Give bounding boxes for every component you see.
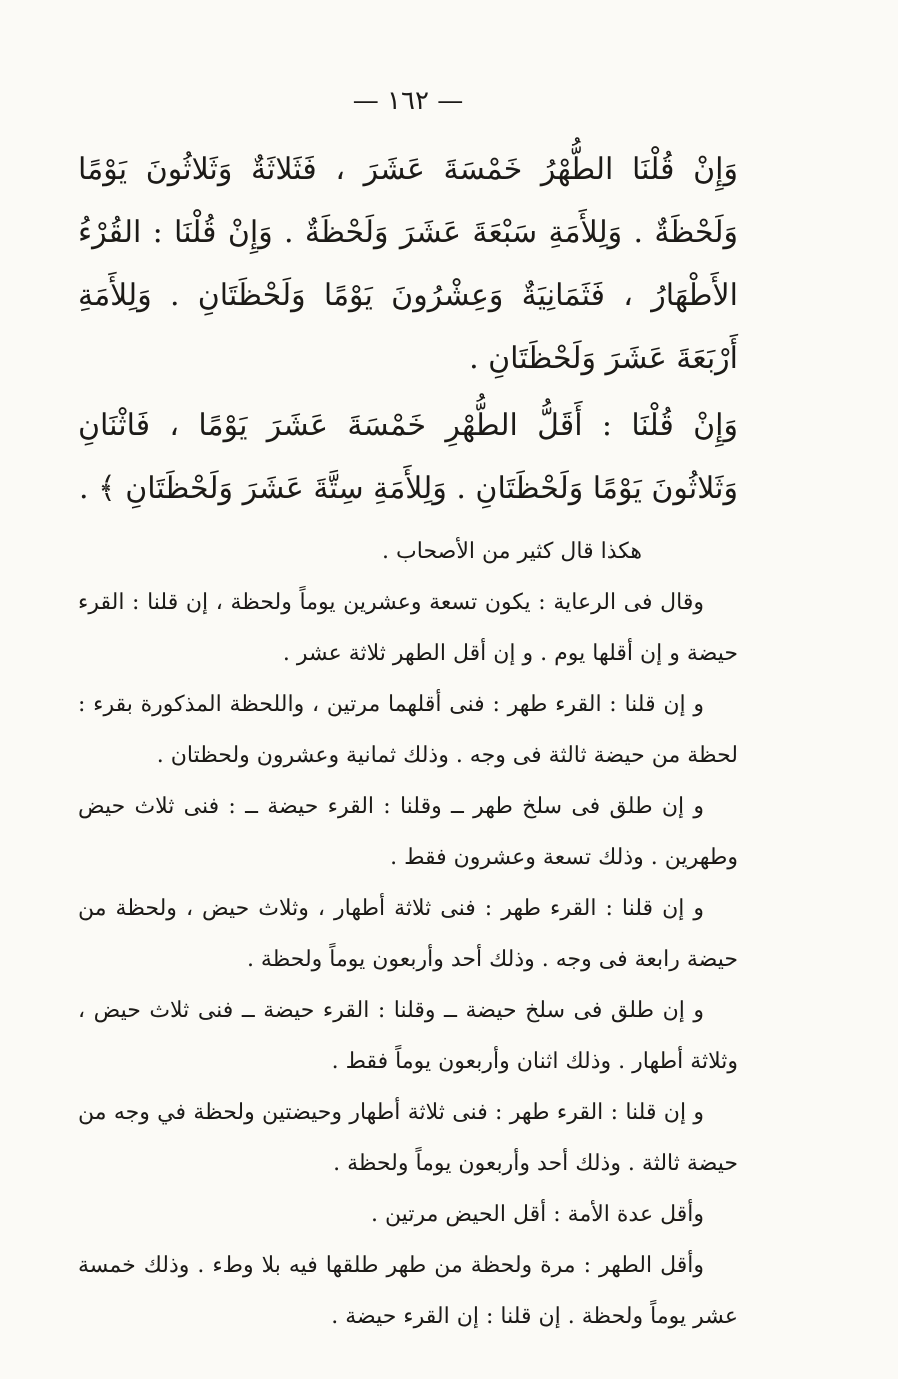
quoted-verse-block-1: وَإِنْ قُلْنَا الطُّهْرُ خَمْسَةَ عَشَرَ ، فَثَلاثَةٌ وَثَلاثُونَ يَوْمًا وَلَحْظَةٌ . وَلِلأَمَةِ سَبْعَةَ عَشَرَ وَلَحْظَةٌ . وَإِنْ قُلْنَا : القُرْءُ الأَطْهَارُ ، فَثَمَانِيَةٌ وَعِشْرُونَ يَوْمًا وَلَحْظَتَانِ . وَلِلأَمَةِ أَرْبَعَةَ عَشَرَ وَلَحْظَتَانِ .: [78, 152, 738, 376]
paragraph-2: وقال فى الرعاية : يكون تسعة وعشرين يوماً ولحظة ، إن قلنا : القرء حيضة و إن أقلها يوم . و إن أقل الطهر ثلاثة عشر .: [78, 590, 738, 666]
paragraph-8: وأقل عدة الأمة : أقل الحيض مرتين .: [370, 1202, 704, 1227]
paragraph-9: وأقل الطهر : مرة ولحظة من طهر طلقها فيه بلا وطء . وذلك خمسة عشر يوماً ولحظة . إن قلنا : إن القرء حيضة .: [78, 1253, 738, 1329]
paragraph-1: هكذا قال كثير من الأصحاب .: [382, 539, 642, 564]
quoted-verse-block-2: وَإِنْ قُلْنَا : أَقَلُّ الطُّهْرِ خَمْسَةَ عَشَرَ يَوْمًا ، فَاثْنَانِ وَثَلاثُونَ يَوْمًا وَلَحْظَتَانِ . وَلِلأَمَةِ سِتَّةَ عَشَرَ وَلَحْظَتَانِ ﴾ .: [78, 408, 738, 506]
paragraph-4: و إن طلق فى سلخ طهر ــ وقلنا : القرء حيضة ــ : فنى ثلاث حيض وطهرين . وذلك تسعة وعشرون فقط .: [78, 794, 738, 870]
book-page: [78, 70, 738, 1342]
paragraph-6: و إن طلق فى سلخ حيضة ــ وقلنا : القرء حيضة ــ فنى ثلاث حيض ، وثلاثة أطهار . وذلك اثنان وأربعون يوماً فقط .: [78, 998, 738, 1074]
paragraph-7: و إن قلنا : القرء طهر : فنى ثلاثة أطهار وحيضتين ولحظة في وجه من حيضة ثالثة . وذلك أحد وأربعون يوماً ولحظة .: [78, 1100, 738, 1176]
paragraph-3: و إن قلنا : القرء طهر : فنى أقلهما مرتين ، واللحظة المذكورة بقرء : لحظة من حيضة ثالثة فى وجه . وذلك ثمانية وعشرون ولحظتان .: [78, 692, 738, 768]
page-number: — ١٦٢ —: [352, 86, 464, 116]
paragraph-5: و إن قلنا : القرء طهر : فنى ثلاثة أطهار ، وثلاث حيض ، ولحظة من حيضة رابعة فى وجه . وذلك أحد وأربعون يوماً ولحظة .: [78, 896, 738, 972]
